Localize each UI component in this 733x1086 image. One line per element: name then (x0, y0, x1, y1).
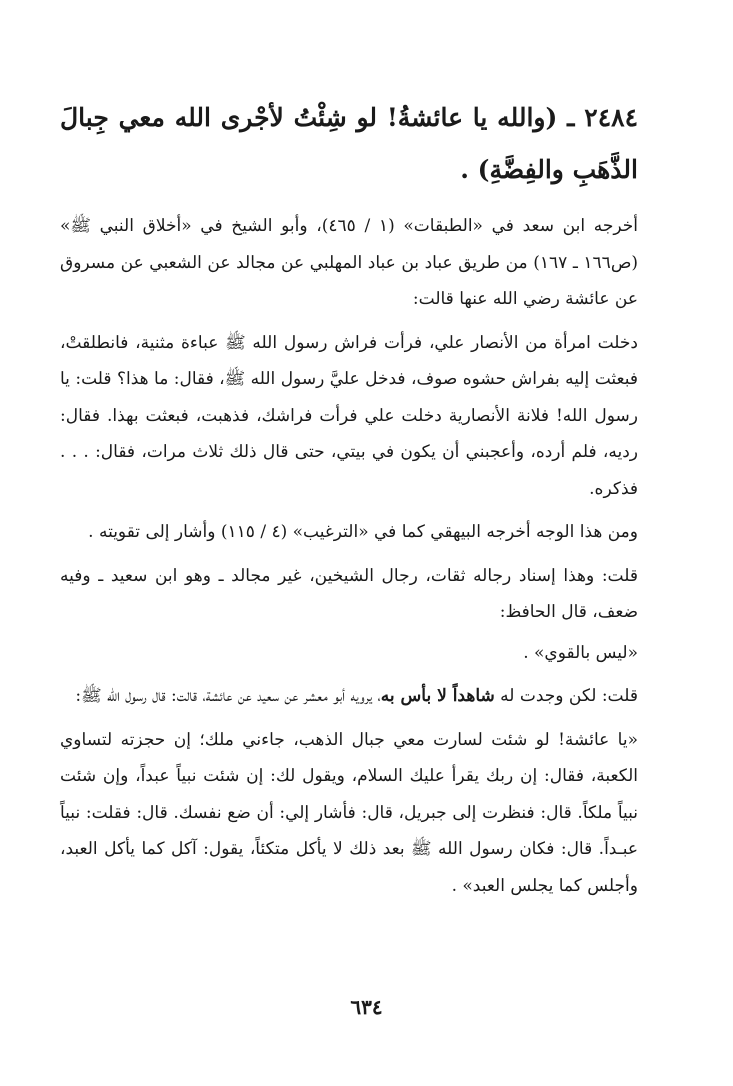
hafiz-quote: «ليس بالقوي» . (523, 642, 638, 663)
isnad-assessment-paragraph: قلت: وهذا إسناد رجاله ثقات، رجال الشيخين، غير مجالد ـ وهو ابن سعيد ـ وفيه ضعف، قال الحافظ: (60, 565, 638, 622)
prophetic-hadith-text: «يا عائشة! لو شئت لسارت معي جبال الذهب، جاءني ملك؛ إن حجزته لتساوي الكعبة، فقال: إن ربك يقرأ عليك السلام، ويقول لك: إن شئت نبياً عبداً، وإن شئت نبياً ملكاً. قال: فنظرت إلى جبريل، قال: فأشار إلي: أن ضع نفسك. قال: فقلت: نبياً عبـداً. قال: فكان رسول الله ﷺ بعد ذلك لا يأكل متكئاً، يقول: آكل كما يأكل العبد، وأجلس كما يجلس العبد» . (60, 729, 638, 896)
supporting-narration-rest: ، يرويه أبو معشر عن سعيد عن عائشة، قالت: قال رسول الله ﷺ: (75, 686, 381, 706)
supporting-narration-paragraph (60, 678, 638, 715)
narration-paragraph: دخلت امرأة من الأنصار علي، فرأت فراش رسول الله ﷺ عباءة مثنية، فانطلقتْ، فبعثت إليه بفراش حشوه صوف، فدخل عليَّ رسول الله ﷺ، فقال: ما هذا؟ قلت: يا رسول الله! فلانة الأنصارية دخلت علي فرأت فراشك، فذهبت، فبعثت بهذا. فقال: رديه، فلم أرده، وأعجبني أن يكون في بيتي، حتى قال ذلك ثلاث مرات، فقال: . . . فذكره. (60, 332, 638, 499)
supporting-narration-intro: قلت: لكن وجدت له (494, 686, 638, 706)
hadith-heading: ٢٤٨٤ ـ (والله يا عائشةُ! لو شِئْتُ لأجْرى الله معي جِبالَ الذَّهَبِ والفِضَّةِ) . (60, 103, 638, 184)
takhrij-paragraph: أخرجه ابن سعد في «الطبقات» (١ / ٤٦٥)، وأبو الشيخ في «أخلاق النبي ﷺ» (ص١٦٦ ـ ١٦٧) من طريق عباد بن عباد المهلبي عن مجالد عن الشعبي عن مسروق عن عائشة رضي الله عنها قالت: (60, 216, 638, 309)
supporting-narration-bold: شاهداً لا بأس به (380, 686, 495, 706)
page-number: ٦٣٤ (350, 995, 383, 1019)
commentary-body (60, 208, 638, 911)
bayhaqi-paragraph: ومن هذا الوجه أخرجه البيهقي كما في «الترغيب» (٤ / ١١٥) وأشار إلى تقويته . (88, 522, 638, 542)
